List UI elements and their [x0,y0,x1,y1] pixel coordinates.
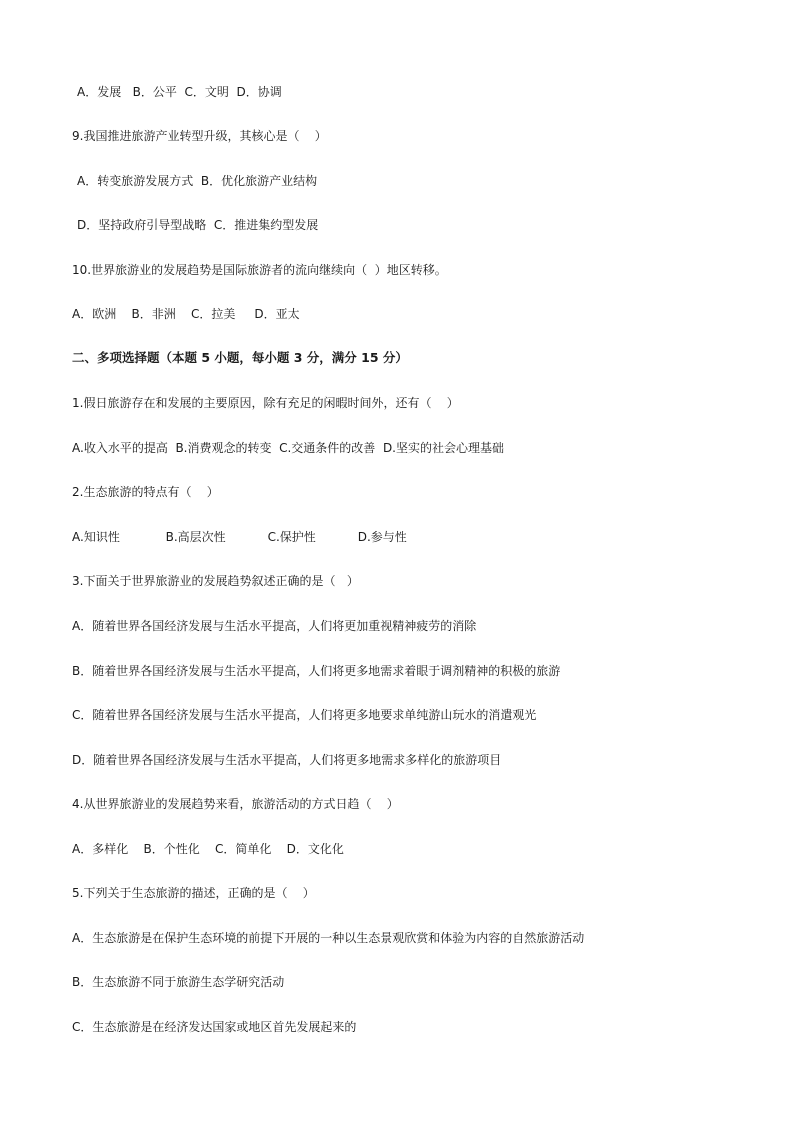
q10-options: A．欧洲 B．非洲 C．拉美 D．亚太 [72,307,300,321]
mq5-option-b: B．生态旅游不同于旅游生态学研究活动 [72,975,285,989]
mq3-option-c: C．随着世界各国经济发展与生活水平提高，人们将更多地要求单纯游山玩水的消遣观光 [72,708,537,722]
q9-options-dc: D．坚持政府引导型战略 C．推进集约型发展 [77,218,319,232]
mq4-stem: 4.从世界旅游业的发展趋势来看，旅游活动的方式日趋（ ） [72,797,399,811]
mq3-option-d: D．随着世界各国经济发展与生活水平提高，人们将更多地需求多样化的旅游项目 [72,753,502,767]
mq5-option-c: C．生态旅游是在经济发达国家或地区首先发展起来的 [72,1020,357,1034]
section-heading-multiple-choice: 二、多项选择题（本题 5 小题，每小题 3 分，满分 15 分） [72,350,408,365]
mq1-options: A.收入水平的提高 B.消费观念的转变 C.交通条件的改善 D.坚实的社会心理基础 [72,441,504,455]
mq5-option-a: A．生态旅游是在保护生态环境的前提下开展的一种以生态景观欣赏和体验为内容的自然旅游活动 [72,931,585,945]
q9-stem: 9.我国推进旅游产业转型升级，其核心是（ ） [72,129,327,143]
mq5-stem: 5.下列关于生态旅游的描述，正确的是（ ） [72,886,315,900]
mq2-options: A.知识性 B.高层次性 C.保护性 D.参与性 [72,530,407,544]
mq1-stem: 1.假日旅游存在和发展的主要原因，除有充足的闲暇时间外，还有（ ） [72,396,459,410]
q9-options-ab: A．转变旅游发展方式 B．优化旅游产业结构 [77,174,318,188]
mq3-option-a: A．随着世界各国经济发展与生活水平提高，人们将更加重视精神疲劳的消除 [72,619,477,633]
mq3-option-b: B．随着世界各国经济发展与生活水平提高，人们将更多地需求着眼于调剂精神的积极的旅游 [72,664,561,678]
q10-stem: 10.世界旅游业的发展趋势是国际旅游者的流向继续向（ ）地区转移。 [72,263,447,277]
mq4-options: A．多样化 B．个性化 C．简单化 D．文化化 [72,842,344,856]
mq3-stem: 3.下面关于世界旅游业的发展趋势叙述正确的是（ ） [72,574,359,588]
mq2-stem: 2.生态旅游的特点有（ ） [72,485,219,499]
q8-options: A．发展 B．公平 C．文明 D．协调 [77,85,282,99]
